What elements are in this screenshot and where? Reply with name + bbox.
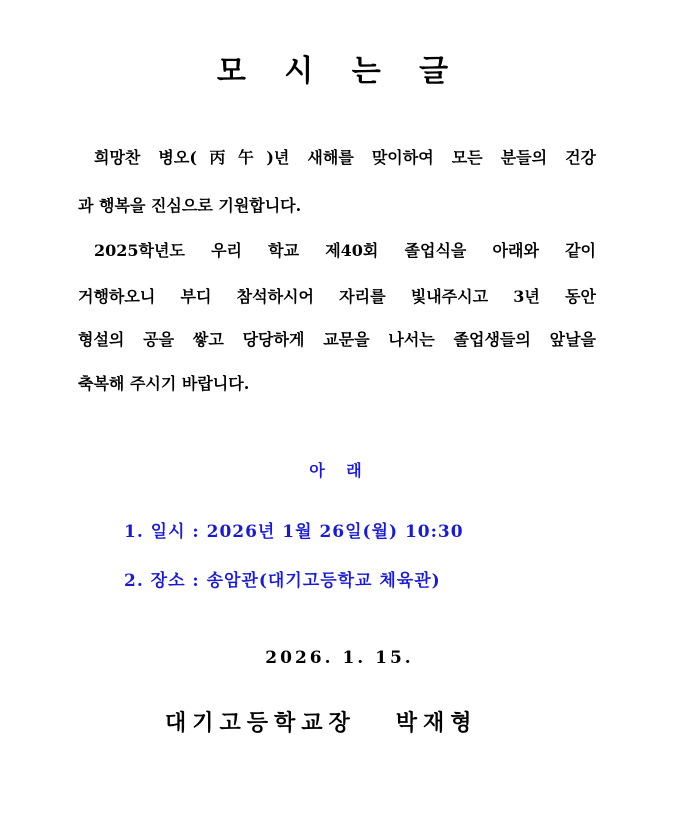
paragraph2-line1: 2025학년도 우리 학교 제40회 졸업식을 아래와 같이: [94, 241, 596, 260]
signature-line: [165, 706, 478, 737]
document-date: 2026. 1. 15.: [265, 648, 414, 668]
paragraph2-line4: 축복해 주시기 바랍니다.: [78, 374, 250, 393]
paragraph2-line3: 형설의 공을 쌓고 당당하게 교문을 나서는 졸업생들의 앞날을: [78, 330, 596, 349]
signature-name: 박재형: [395, 710, 478, 736]
notice-heading: 아 래: [309, 461, 370, 480]
paragraph1-line1: 희망찬 병오(丙午)년 새해를 맞이하여 모든 분들의 건강: [94, 148, 596, 167]
paragraph1-line2: 과 행복을 진심으로 기원합니다.: [78, 196, 302, 215]
schedule-item-location: 2. 장소 : 송암관(대기고등학교 체육관): [124, 571, 441, 591]
document-title: 모 시 는 글: [216, 54, 463, 89]
signature-school: 대기고등학교장: [165, 710, 356, 736]
paragraph2-line2: 거행하오니 부디 참석하시어 자리를 빛내주시고 3년 동안: [78, 287, 596, 306]
schedule-item-datetime: 1. 일시 : 2026년 1월 26일(월) 10:30: [124, 522, 464, 542]
